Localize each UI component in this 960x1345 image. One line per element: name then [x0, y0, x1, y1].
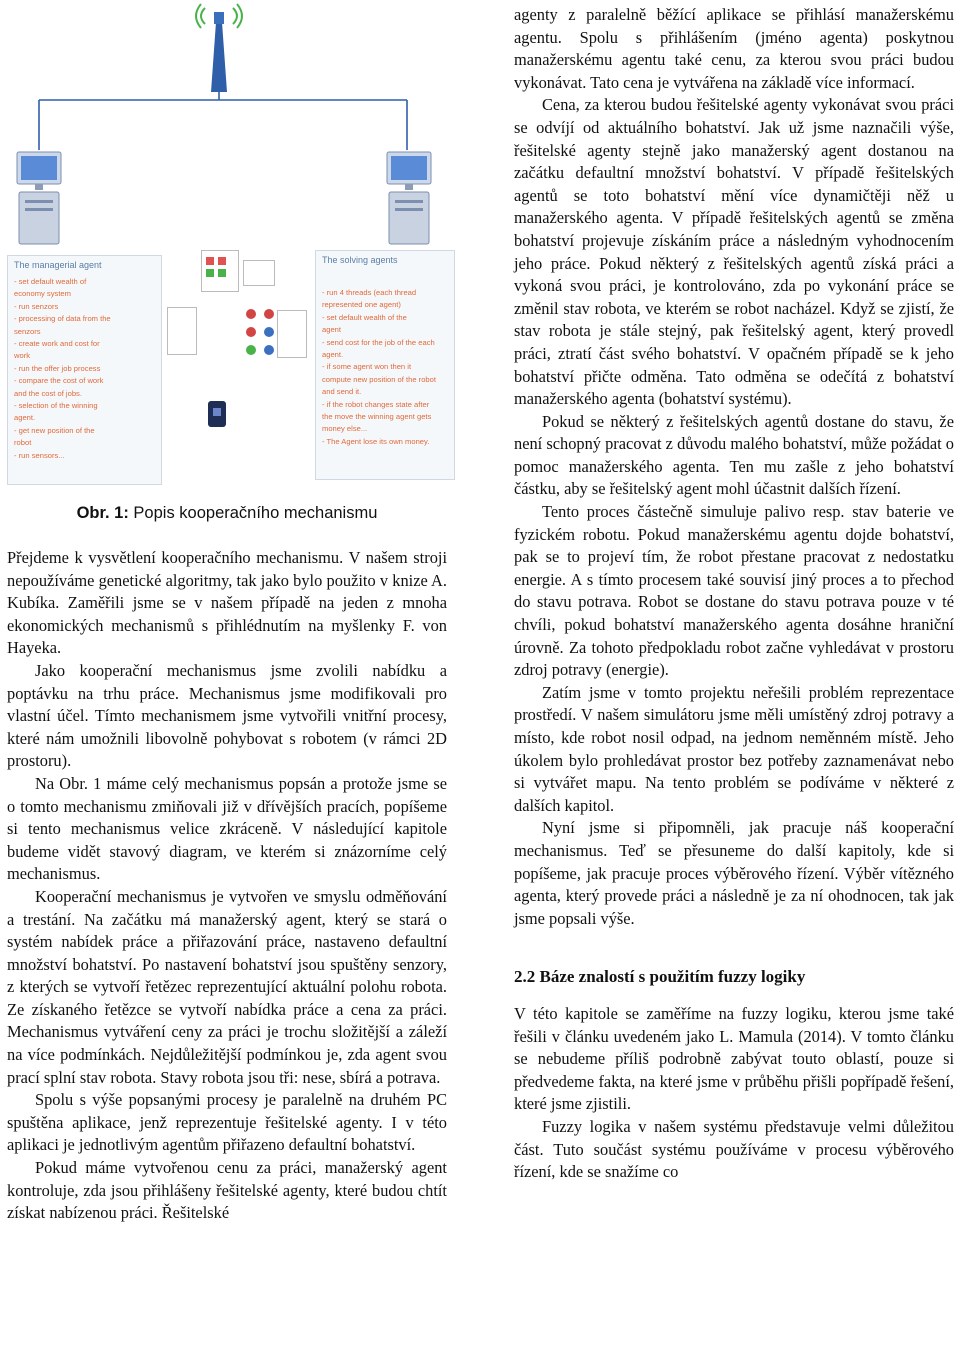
agent-task-item: - run 4 threads (each thread [322, 288, 417, 297]
managerial-agent-list [8, 274, 161, 464]
agent-task-item: - send cost for the job of the each [322, 337, 435, 347]
agent-task-item: - processing of data from the [14, 314, 111, 324]
agent-task-item: robot [14, 438, 32, 448]
agent-task-item: money else... [322, 424, 368, 434]
section-heading: 2.2 Báze znalostí s použitím fuzzy logiky [514, 967, 806, 987]
agent-task-item: agent [322, 325, 342, 335]
paragraph: Tento proces částečně simuluje palivo resp. stav baterie ve fyzickém robotu. Pokud manažerskému agentu dojde bohatství, pak se to projeví tím, že robot přestane pracovat z nedostatku energie. A s tímto procesem také souvisí jiný proces a to přechod do stavu potrava. Robot se dostane do stavu potrava pouze v té chvíli, pokud bohatství manažerského agenta dosáhne hraniční úrovně. Za tohoto předpokladu robot začne vyhledávat v prostoru zdroj potravy (energie). [514, 502, 954, 680]
agent-task-item: - compare the cost of work [14, 376, 104, 386]
solving-agents-title: The solving agents [322, 255, 398, 265]
left-column [7, 523, 447, 1225]
agent-task-item: the move the winning agent gets [322, 412, 432, 422]
solving-agents-panel [315, 250, 455, 480]
solving-agents-list [316, 269, 454, 450]
figure-caption-text: Popis kooperačního mechanismu [128, 504, 378, 522]
app-screenshot [201, 250, 239, 292]
agent-task-item: - run senzors [14, 301, 59, 311]
app-screenshot [277, 310, 307, 358]
figure-caption [7, 504, 447, 523]
paragraph: Cena, za kterou budou řešitelské agenty vykonávat svou práci se odvíjí od aktuálního bohatství. Jak už jsme naznačili výše, řešitelské agenty stejně jako manažerský agent dostanou na začátku defaultní množství bohatství. V případě řešitelských agentů se toto bohatství mění více dynamičtěji něž u manažerského agenta. V případě řešitelských agentů se změna bohatství projevuje získáním práce a následným vyhodnocením jeho práce. Pokud některý z řešitelských agentů získá práci a vykoná svou práci, je kontrolováno, zda po vykonání práce se změnil stav robota, ve kterém se robot nacházel. Když se zjistí, že stav robota je stále stejný, pak řešitelský agent, který provedl práci, ztratí část svého bohatství. V opačném případě se k jeho bohatství přičte odměna. Tato odměna se odečítá z bohatství manažerského agenta (bohatství systému). [514, 95, 954, 409]
computer-icon [9, 150, 71, 248]
chip-icon [205, 398, 229, 430]
agent-task-item: - selection of the winning [14, 401, 98, 411]
agent-task-item: agent. [14, 413, 36, 423]
agent-task-item: economy system [14, 289, 71, 299]
cooperation-diagram [7, 0, 447, 490]
paragraph: Zatím jsme v tomto projektu neřešili problém reprezentace prostředí. V našem simulátoru jsme měli umístěný zdroj potravy a místo, kde robot nosil odpad, na jednom neměnném místě. Jeho úkolem bylo prohledávat prostor bez potřeby zaznamenávat nebo si vytvářet mapu. Na tento problém se podíváme v některé z dalších kapitol. [514, 682, 954, 815]
paragraph: Pokud se některý z řešitelských agentů dostane do stavu, že není schopný pracovat z důvodu malého bohatství, může požádat o pomoc manažerského agenta. Ten mu zašle z jeho bohatství částku, aby se řešitelský agent mohl účastnit dalších řízení. [514, 411, 954, 499]
agent-task-item: - get new position of the [14, 425, 95, 435]
paragraph: Nyní jsme si připomněli, jak pracuje náš kooperační mechanismus. Teď se přesuneme do další kapitoly, kde si popíšeme, jak pracuje proces výběrového řízení. Výběr vítězného agenta, který provede práci a následně je za ní ohodnocen, tak jak jsme popsali výše. [514, 818, 954, 928]
agent-task-item: - set default wealth of the [322, 312, 407, 322]
agent-task-item: agent. [322, 350, 344, 360]
robot-grid [241, 306, 281, 358]
agent-task-item: compute new position of the robot [322, 374, 436, 384]
paragraph: V této kapitole se zaměříme na fuzzy logiku, kterou jsme také řešili v článku uvedeném jako L. Mamula (2014). V tomto článku se nebudeme příliš podrobně zabývat touto oblastí, pouze si předvedeme fakta, na které jsme v průběhu přišli popřípadě řešení, které jsme zjistili. [514, 1003, 954, 1114]
agent-task-item: - set default wealth of [14, 277, 87, 286]
app-screenshot [243, 260, 275, 286]
paragraph: Přejdeme k vysvětlení kooperačního mechanismu. V našem stroji nepoužíváme genetické algoritmy, tak jako bylo použito v knize A. Kubíka. Zaměřili jsme se v našem případě na jeden z mnoha ekonomických mechanismů s přihlédnutím na myšlenky F. von Hayeka. [7, 548, 447, 658]
paragraph: Pokud máme vytvořenou cenu za práci, manažerský agent kontroluje, zda jsou přihlášeny řešitelské agenty, které budou chtít získat nabízenou práci. Řešitelské [7, 1158, 447, 1223]
managerial-agent-title: The managerial agent [14, 260, 102, 270]
agent-task-item: - if the robot changes state after [322, 399, 430, 409]
agent-task-item: and the cost of jobs. [14, 388, 82, 398]
paragraph: Kooperační mechanismus je vytvořen ve smyslu odměňování a trestání. Na začátku má manažerský agent, který se stará o systém nabídek práce a přiřazování práce, nastaveno defaultní množství bohatství. Po nastavení bohatství jsou spuštěny senzory, z kterých se vytvoří řetězec reprezentující aktuální polohu robota. Ze získaného řetězce se vytvoří nabídka práce a cena za práci. Mechanismus vytváření ceny za práci je trochu složitější a záleží na více podmínkách. Nejdůležitější podmínkou je, zda agent svou prací splní stav robota. Stavy robota jsou tři: nese, sbírá a potrava. [7, 886, 447, 1087]
agent-task-item: - The Agent lose its own money. [322, 436, 430, 446]
agent-task-item: work [14, 351, 31, 361]
agent-task-item: represented one agent) [322, 300, 401, 310]
agent-task-item: - run sensors... [14, 450, 65, 460]
agent-task-item: and send it. [322, 387, 362, 397]
paragraph: Spolu s výše popsanými procesy je paralelně na druhém PC spuštěna aplikace, jenž reprezentuje řešitelské agenty. I v této aplikaci je jednotlivým agentům přiřazeno defaultní bohatství. [7, 1090, 447, 1155]
app-screenshot [167, 307, 197, 355]
paragraph: Na Obr. 1 máme celý mechanismus popsán a protože jsme se o tomto mechanismu zmiňovali již v dřívějších pracích, popíšeme si tento mechanismus velice zkráceně. V následující kapitole budeme vidět stavový diagram, ve kterém si znázorníme celý mechanismus. [7, 773, 447, 884]
managerial-agent-panel [7, 255, 162, 485]
agent-task-item: - if some agent won then it [322, 362, 412, 372]
agent-task-item: - create work and cost for [14, 339, 100, 349]
paragraph: Jako kooperační mechanismus jsme zvolili nabídku a poptávku na trhu práce. Mechanismus jsme modifikovali pro vlastní účel. Tímto mechanismem jsme vytvořili vnitřní procesy, které nám umožnili libovolně pohybovat s robotem (v rámci 2D prostoru). [7, 660, 447, 771]
paragraph: agenty z paralelně běžící aplikace se přihlásí manažerskému agentu. Spolu s přihlášením (jméno agenta) poskytnou manažerskému agentu také cenu, za kterou svou práci budou vykonávat. Tato cena je vytvářena na základě více informací. [514, 5, 954, 92]
agent-task-item: - run the offer job process [14, 363, 101, 373]
right-column [514, 4, 954, 1184]
computer-icon [379, 150, 441, 248]
paragraph: Fuzzy logika v našem systému představuje velmi důležitou část. Tuto součást systému používáme v procesu výběrového řízení, kde se snažíme co [514, 1116, 954, 1182]
figure-caption-label: Obr. 1: [76, 504, 129, 522]
agent-task-item: senzors [14, 326, 41, 336]
